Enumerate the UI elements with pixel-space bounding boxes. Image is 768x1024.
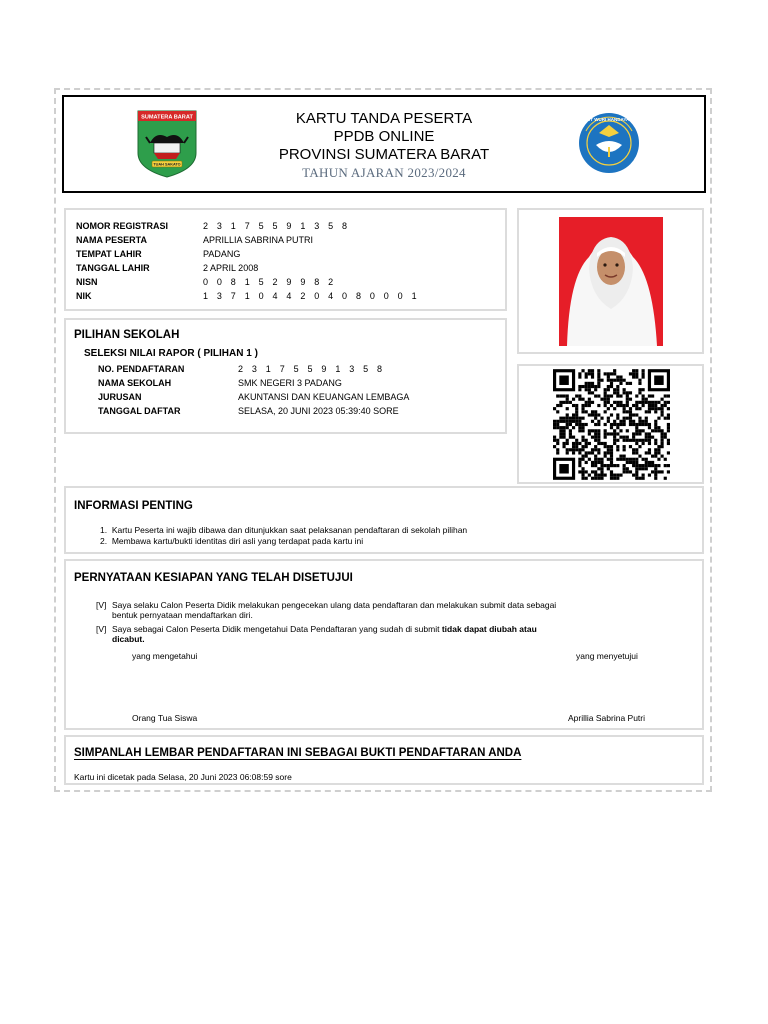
academic-year: TAHUN AJARAN 2023/2024 bbox=[302, 165, 466, 180]
footer-panel bbox=[64, 735, 704, 785]
choice-registration-number: 2 3 1 7 5 5 9 1 3 5 8 bbox=[238, 364, 386, 374]
card-title: KARTU TANDA PESERTA bbox=[295, 110, 473, 127]
major-name: AKUNTANSI DAN KEUANGAN LEMBAGA bbox=[238, 392, 410, 402]
svg-text:SUMATERA BARAT: SUMATERA BARAT bbox=[141, 114, 193, 121]
right-signature-caption: yang menyetujui bbox=[576, 651, 638, 661]
left-signature-caption: yang mengetahui bbox=[132, 651, 198, 661]
important-info-title: INFORMASI PENTING bbox=[74, 500, 193, 512]
statement-check-2: [V] bbox=[96, 624, 107, 634]
selection-title: SELEKSI NILAI RAPOR ( PILIHAN 1 ) bbox=[84, 348, 258, 359]
important-info-item-2: 2. Membawa kartu/bukti identitas diri asli yang terdapat pada kartu ini bbox=[100, 536, 364, 546]
participant-name: APRILLIA SABRINA PUTRI bbox=[203, 235, 314, 245]
tut-wuri-handayani-logo-icon bbox=[574, 111, 644, 175]
logo-right-text: TUT WURI HANDAYANI bbox=[584, 117, 634, 122]
birthplace: PADANG bbox=[203, 249, 241, 259]
school-choice-panel: PILIHAN SEKOLAH SELEKSI NILAI RAPOR ( PILIHAN 1 ) NO. PENDAFTARAN 2 3 1 7 5 5 9 1 3 5 8 NAMA SEKOLAH SMK NEGERI 3 PADANG JURUSAN AKUNTANSI DAN KEUANGAN LEMBAGA TANGGAL DAFTAR SELASA, 20 JUNI 2023 05:39:40 SORE bbox=[64, 318, 507, 434]
statement-item-1: Saya selaku Calon Peserta Didik melakukan pengecekan ulang data pendaftaran dan melakukan submit data sebagai bentuk pernyataan mendaftarkan diri. bbox=[112, 600, 557, 620]
school-name: SMK NEGERI 3 PADANG bbox=[238, 378, 342, 388]
nisn-value: 0 0 8 1 5 2 9 9 8 2 bbox=[203, 277, 337, 287]
print-timestamp: Kartu ini dicetak pada Selasa, 20 Juni 2023 06:08:59 sore bbox=[74, 772, 292, 782]
birthdate: 2 APRIL 2008 bbox=[203, 263, 259, 273]
photo-panel bbox=[517, 208, 704, 354]
card-header bbox=[62, 95, 706, 193]
register-date: SELASA, 20 JUNI 2023 05:39:40 SORE bbox=[238, 406, 399, 416]
participant-photo bbox=[559, 217, 663, 346]
right-signature-name: Aprillia Sabrina Putri bbox=[568, 713, 646, 723]
nik-value: 1 3 7 1 0 4 4 2 0 4 0 8 0 0 0 1 bbox=[203, 291, 420, 301]
important-info-panel bbox=[64, 486, 704, 554]
qr-code-icon bbox=[553, 369, 670, 480]
province-title: PROVINSI SUMATERA BARAT bbox=[278, 146, 490, 163]
statement-panel bbox=[64, 559, 704, 730]
important-info-item-1: 1. Kartu Peserta ini wajib dibawa dan ditunjukkan saat pelaksanan pendaftaran di sekolah pilihan bbox=[100, 525, 468, 535]
qr-panel bbox=[517, 364, 704, 484]
card-subtitle: PPDB ONLINE bbox=[333, 128, 435, 145]
registration-number: 2 3 1 7 5 5 9 1 3 5 8 bbox=[203, 221, 351, 231]
left-signature-name: Orang Tua Siswa bbox=[132, 713, 198, 723]
svg-text:TUAH SAKATO: TUAH SAKATO bbox=[153, 162, 181, 167]
statement-check-1: [V] bbox=[96, 600, 107, 610]
statement-item-2: Saya sebagai Calon Peserta Didik mengetahui Data Pendaftaran yang sudah di submit tidak dapat diubah atau dicabut. bbox=[112, 624, 537, 644]
participant-info-panel: NOMOR REGISTRASI 2 3 1 7 5 5 9 1 3 5 8 NAMA PESERTA APRILLIA SABRINA PUTRI TEMPAT LAHIR PADANG TANGGAL LAHIR 2 APRIL 2008 NISN 0 0 8 1 5 2 9 9 8 2 NIK 1 3 7 1 0 4 4 2 0 4 0 8 0 0 0 1 bbox=[64, 208, 507, 311]
school-choice-title: PILIHAN SEKOLAH bbox=[74, 329, 180, 341]
statement-title: PERNYATAAN KESIAPAN YANG TELAH DISETUJUI bbox=[74, 572, 353, 584]
footer-title: SIMPANLAH LEMBAR PENDAFTARAN INI SEBAGAI BUKTI PENDAFTARAN ANDA bbox=[74, 747, 522, 759]
